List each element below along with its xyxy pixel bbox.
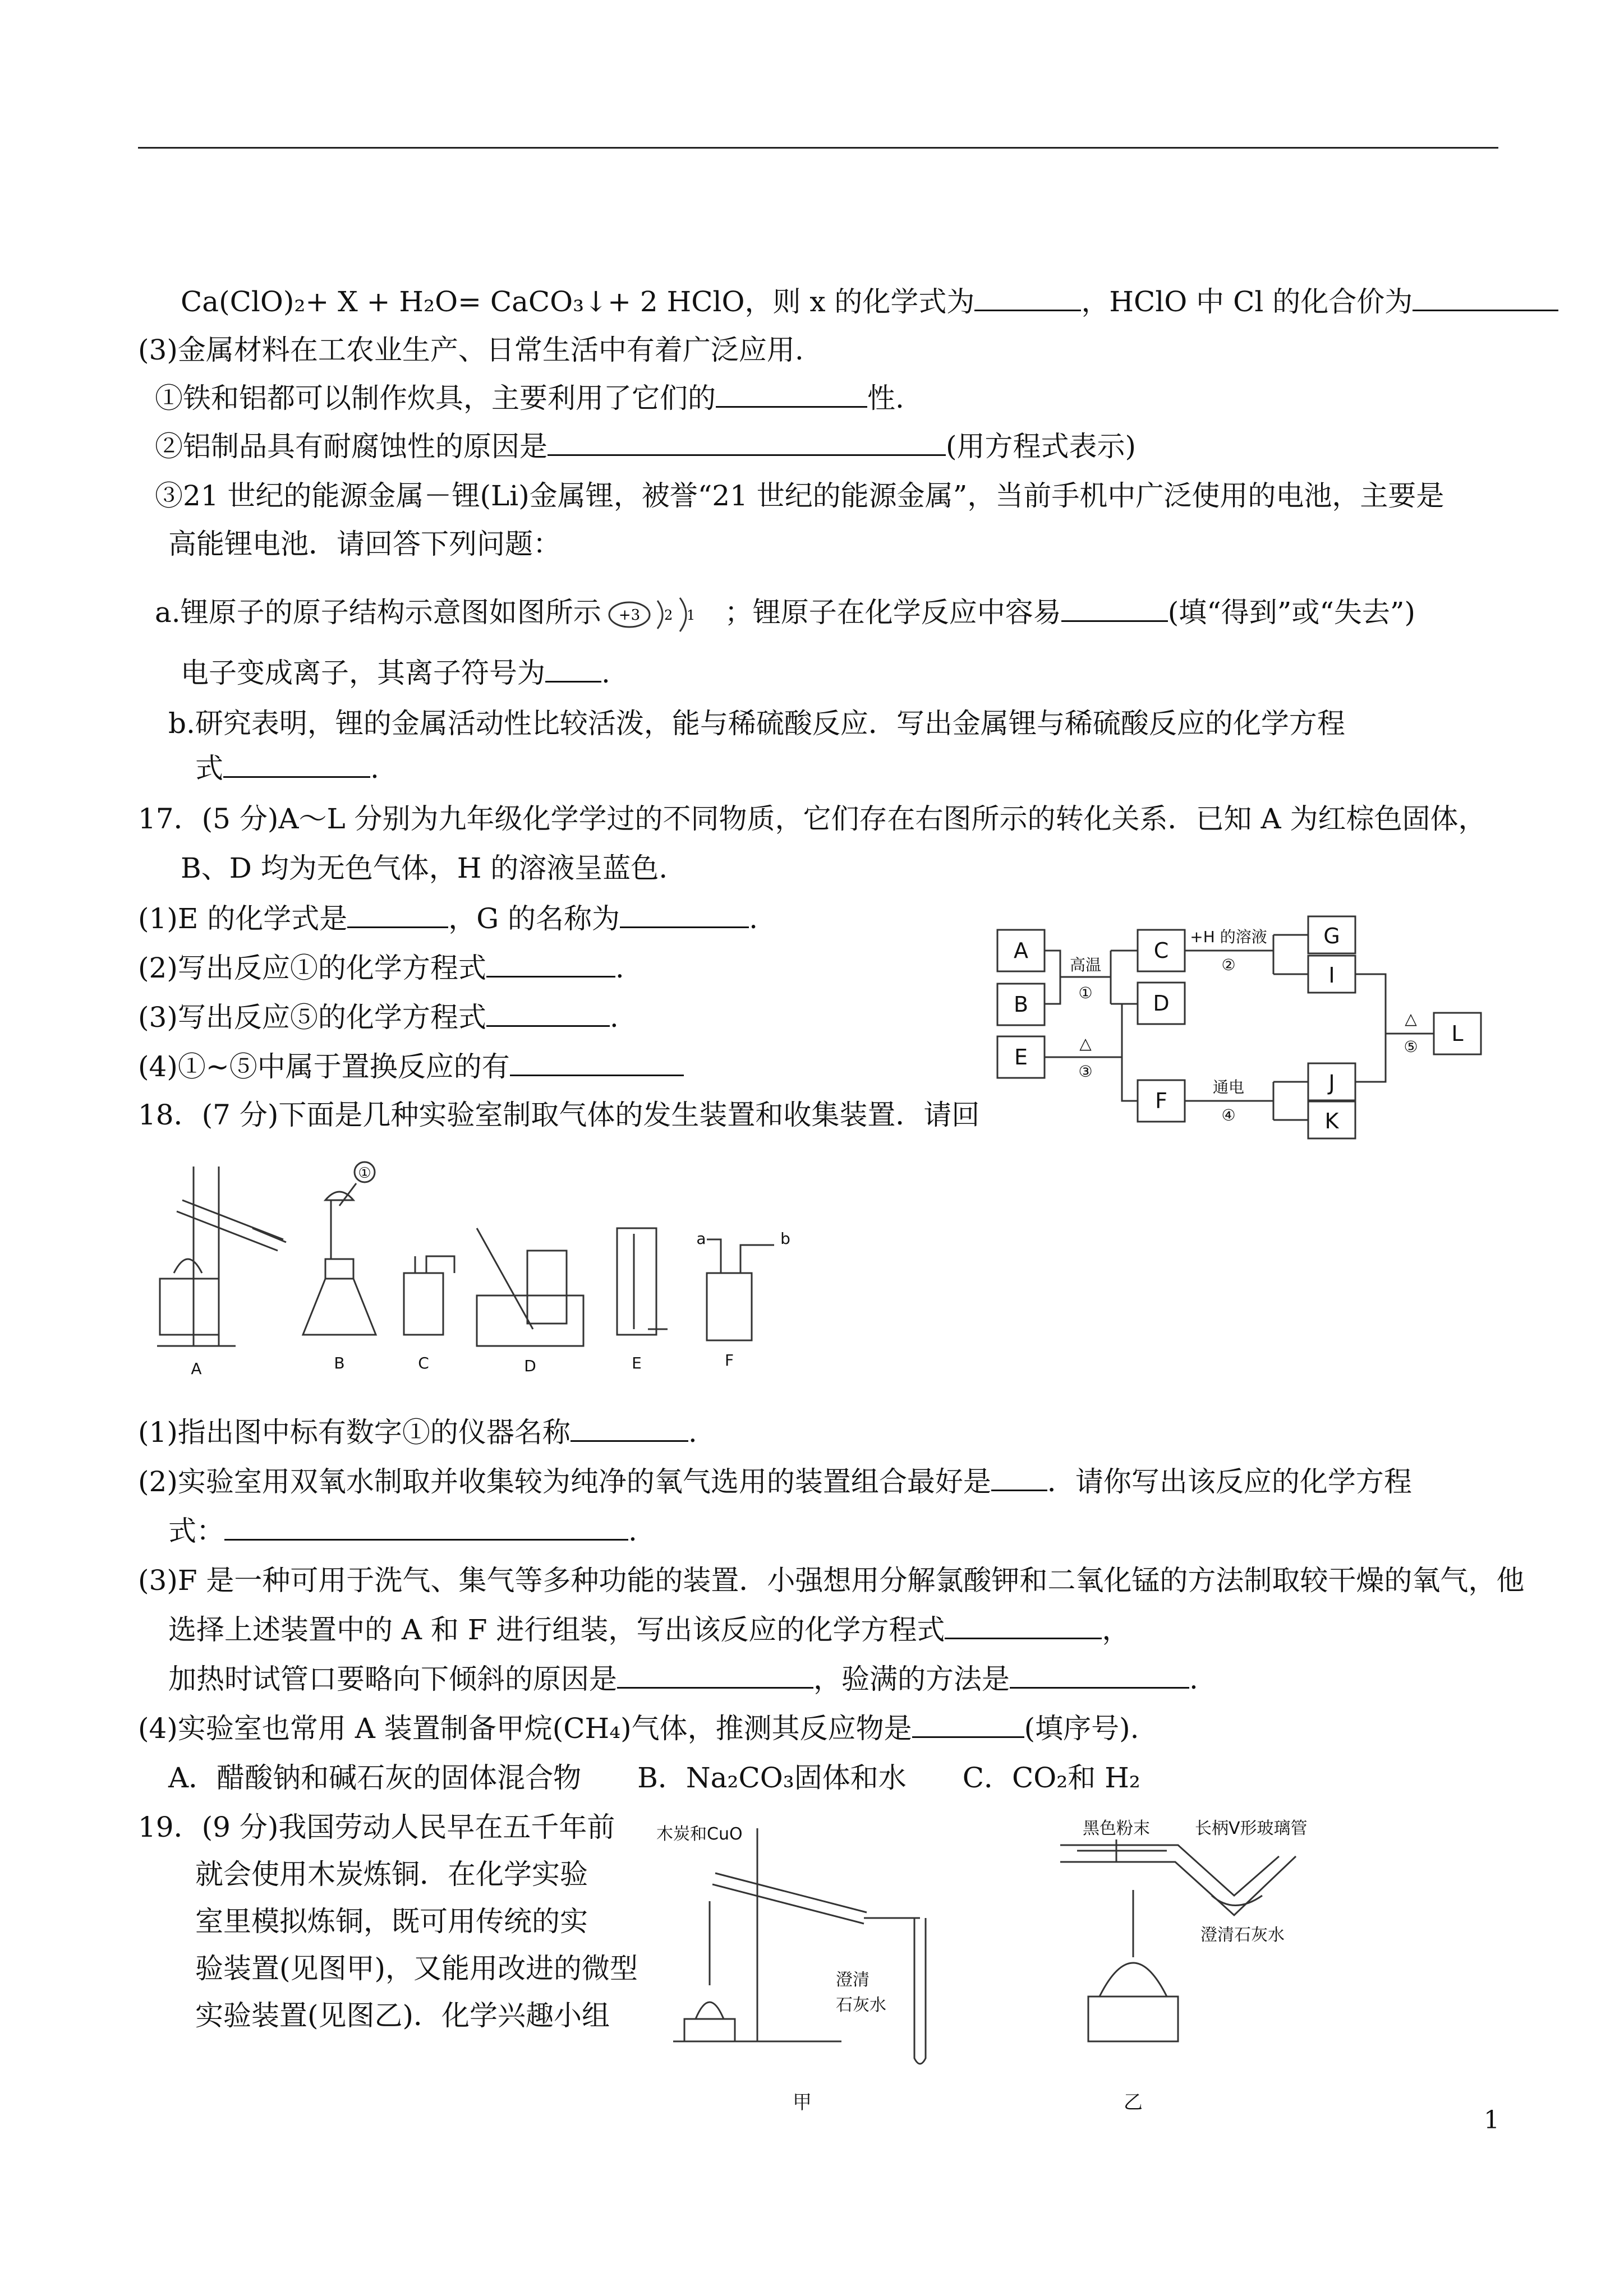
figure-yi-micro-apparatus [1043, 1817, 1358, 2120]
text-line: 选择上述装置中的 A 和 F 进行组装，写出该反应的化学方程式 ， [168, 1613, 1130, 1646]
svg-text:△: △ [1079, 1034, 1092, 1053]
svg-text:B: B [334, 1354, 345, 1372]
svg-text:澄清: 澄清 [836, 1970, 869, 1990]
text-line: (3)金属材料在工农业生产、日常生活中有着广泛应用. [138, 334, 804, 366]
svg-text:I: I [1328, 963, 1335, 988]
svg-text:甲: 甲 [793, 2091, 812, 2114]
question-19: 19．(9 分)我国劳动人民早在五千年前 [138, 1811, 615, 1843]
svg-text:a: a [696, 1229, 706, 1248]
figure-jia-traditional-apparatus [651, 1817, 965, 2120]
text-line: ③21 世纪的能源金属－锂(Li)金属锂，被誉“21 世纪的能源金属”，当前手机中广泛使用的电池，主要是 [155, 480, 1444, 512]
svg-text:高温: 高温 [1069, 956, 1102, 974]
page-number: 1 [1484, 2106, 1499, 2134]
text-line: (4)①~⑤中属于置换反应的有 [138, 1049, 684, 1085]
svg-text:△: △ [1405, 1009, 1417, 1028]
text-line: (2)写出反应①的化学方程式 . [138, 952, 624, 984]
svg-text:①: ① [1078, 984, 1093, 1002]
text-line: Ca(ClO)₂+ X + H₂O= CaCO₃↓+ 2 HClO，则 x 的化学式为 ，HClO 中 Cl 的化合价为 [181, 284, 1558, 320]
text-line: (1)E 的化学式是 ，G 的名称为 . [138, 902, 758, 935]
svg-text:⑤: ⑤ [1404, 1038, 1418, 1056]
svg-text:E: E [632, 1354, 642, 1372]
svg-text:A: A [1014, 938, 1028, 963]
svg-text:通电: 通电 [1212, 1078, 1245, 1096]
text-line: ①铁和铝都可以制作炊具，主要利用了它们的 性. [155, 382, 904, 414]
text-line: b.研究表明，锂的金属活动性比较活泼，能与稀硫酸反应．写出金属锂与稀硫酸反应的化学方程 [168, 707, 1345, 740]
text-line: 电子变成离子，其离子符号为 . [181, 657, 610, 689]
svg-text:+H 的溶液: +H 的溶液 [1190, 928, 1267, 946]
text-line: (1)指出图中标有数字①的仪器名称 . [138, 1416, 697, 1449]
svg-text:A: A [191, 1359, 202, 1378]
text-line: (2)实验室用双氧水制取并收集较为纯净的氧气选用的装置组合最好是 ．请你写出该反应的化学方程 [138, 1465, 1412, 1498]
svg-text:②: ② [1221, 956, 1236, 974]
conversion-flowchart [993, 914, 1498, 1150]
lithium-atom-diagram [601, 595, 725, 634]
text-line: 验装置(见图甲)，又能用改进的微型 [195, 1952, 638, 1985]
header-rule [138, 147, 1498, 149]
svg-text:1: 1 [686, 607, 695, 623]
svg-text:L: L [1451, 1021, 1464, 1046]
svg-text:长柄V形玻璃管: 长柄V形玻璃管 [1195, 1819, 1308, 1838]
svg-text:石灰水: 石灰水 [836, 1995, 886, 2015]
text-line: (3)F 是一种可用于洗气、集气等多种功能的装置．小强想用分解氯酸钾和二氧化锰的方法制取较干燥的氧气，他 [138, 1564, 1525, 1597]
svg-text:B: B [1013, 992, 1029, 1017]
svg-text:J: J [1328, 1071, 1335, 1095]
text-line: 加热时试管口要略向下倾斜的原因是 ，验满的方法是 . [168, 1663, 1198, 1695]
svg-text:E: E [1014, 1045, 1028, 1069]
text-line: 室里模拟炼铜，既可用传统的实 [195, 1905, 588, 1938]
text-line: (3)写出反应⑤的化学方程式 . [138, 1001, 619, 1034]
text-line: a.锂原子的原子结构示意图如图所示 +3 2 1 ；锂原子在化学反应中容易 (填“得到”或“失去”) [155, 594, 1415, 634]
question-17: 17．(5 分)A～L 分别为九年级化学学过的不同物质，它们存在右图所示的转化关系．已知 A 为红棕色固体， [138, 803, 1487, 835]
svg-text:D: D [524, 1357, 536, 1375]
svg-text:G: G [1323, 924, 1340, 948]
svg-text:D: D [1153, 991, 1170, 1016]
svg-text:C: C [418, 1354, 429, 1372]
text-line: 式 . [195, 752, 379, 785]
svg-text:④: ④ [1221, 1106, 1236, 1124]
svg-text:K: K [1324, 1109, 1339, 1133]
text-line: 式： . [168, 1515, 637, 1547]
svg-text:乙: 乙 [1124, 2091, 1143, 2114]
svg-text:黑色粉末: 黑色粉末 [1083, 1819, 1150, 1838]
text-line: 实验装置(见图乙)．化学兴趣小组 [195, 1999, 610, 2032]
gas-apparatus-figure [140, 1150, 841, 1385]
svg-text:③: ③ [1078, 1062, 1093, 1081]
text-line: 高能锂电池．请回答下列问题： [168, 528, 561, 560]
svg-text:澄清石灰水: 澄清石灰水 [1200, 1925, 1285, 1945]
svg-text:F: F [1155, 1089, 1167, 1113]
svg-text:C: C [1153, 938, 1169, 963]
svg-text:+3: +3 [618, 607, 640, 624]
svg-text:①: ① [358, 1165, 371, 1182]
question-18: 18．(7 分)下面是几种实验室制取气体的发生装置和收集装置．请回 [138, 1099, 980, 1131]
svg-text:2: 2 [664, 607, 673, 623]
text-line: 就会使用木炭炼铜．在化学实验 [195, 1858, 588, 1891]
text-line: (4)实验室也常用 A 装置制备甲烷(CH₄)气体，推测其反应物是 (填序号). [138, 1712, 1139, 1745]
answer-options: A．醋酸钠和碱石灰的固体混合物 B．Na₂CO₃固体和水 C．CO₂和 H₂ [168, 1762, 1140, 1794]
svg-text:F: F [724, 1351, 734, 1370]
text-line: ②铝制品具有耐腐蚀性的原因是 (用方程式表示) [155, 430, 1137, 463]
svg-text:木炭和CuO: 木炭和CuO [656, 1824, 743, 1844]
text-line: B、D 均为无色气体，H 的溶液呈蓝色. [181, 852, 668, 884]
svg-text:b: b [780, 1229, 790, 1248]
